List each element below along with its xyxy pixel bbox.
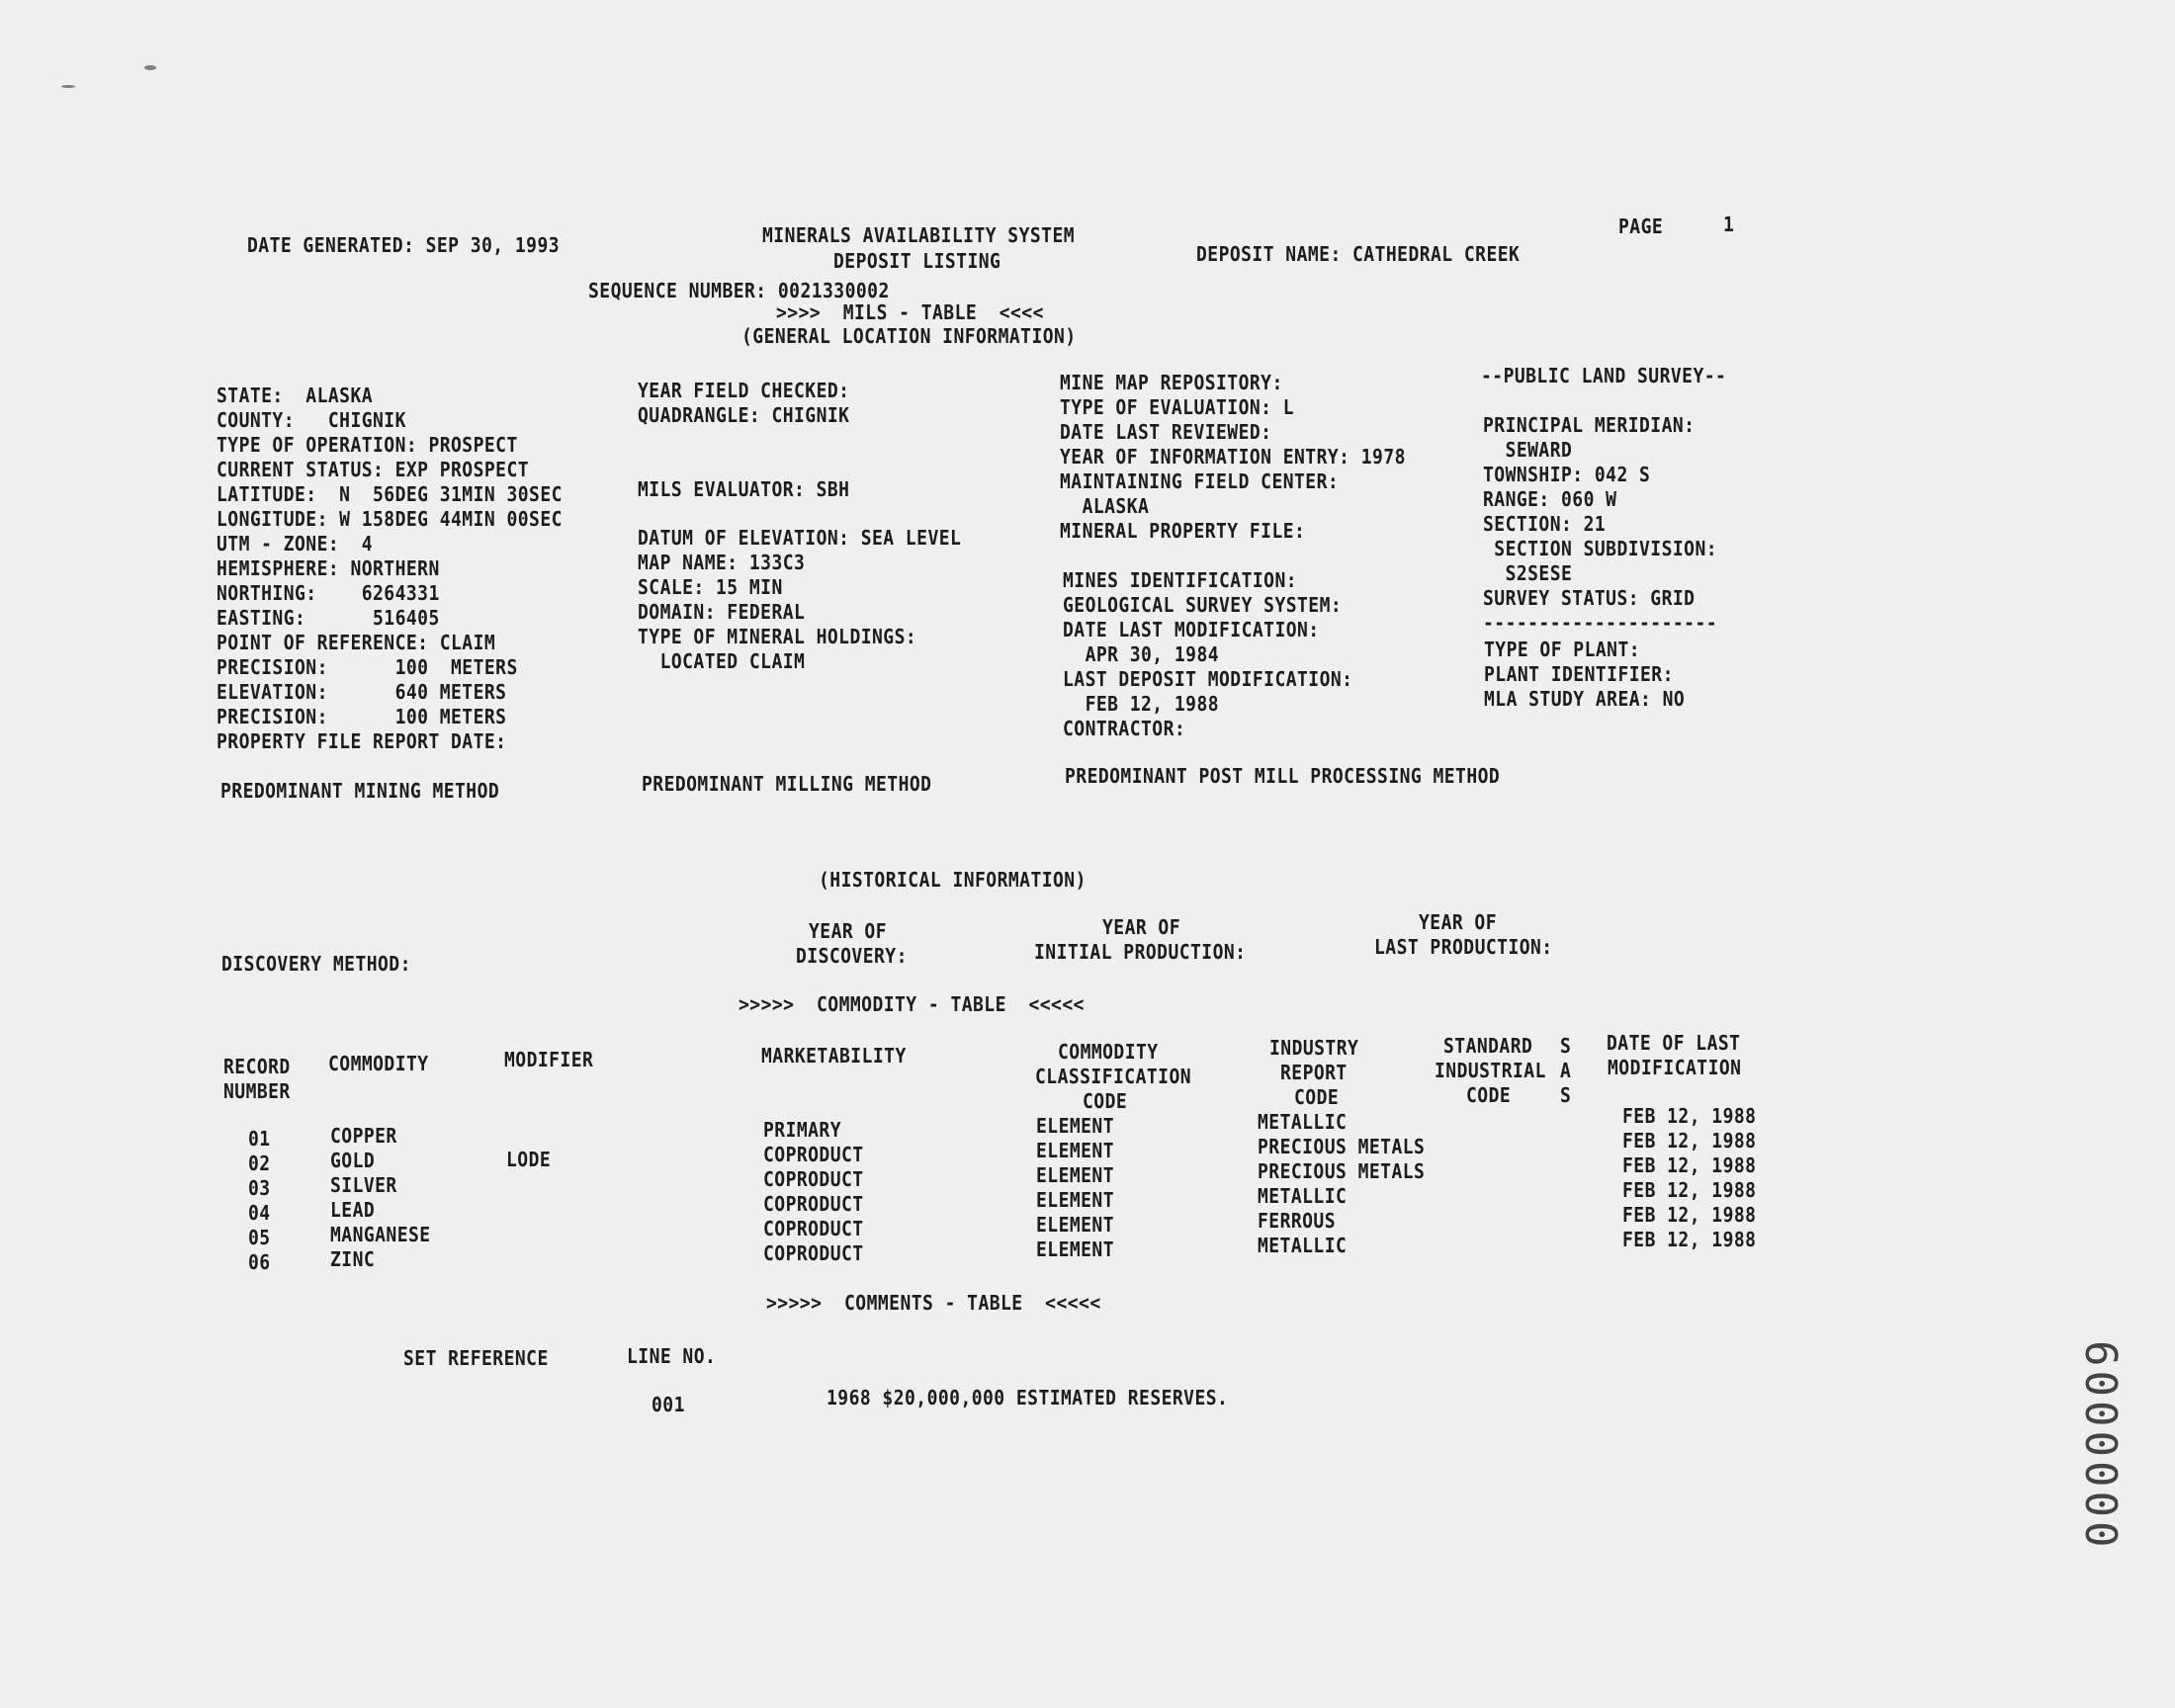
table-cell: COPRODUCT [763, 1241, 864, 1265]
table-cell: GOLD [330, 1149, 376, 1172]
field-line: STATE: ALASKA [217, 384, 374, 407]
header-sas-1: S [1560, 1034, 1572, 1058]
year-of-last: YEAR OF [1419, 910, 1498, 934]
table-cell: ELEMENT [1036, 1163, 1115, 1187]
header-standard-2: INDUSTRIAL [1435, 1059, 1546, 1082]
commodity-names [330, 1124, 442, 1272]
table-cell: ELEMENT [1036, 1114, 1115, 1138]
header-sas-2: A [1560, 1059, 1572, 1082]
year-of-discovery: YEAR OF [809, 919, 888, 943]
milling-method: PREDOMINANT MILLING METHOD [642, 772, 932, 796]
header-date-2: MODIFICATION [1608, 1056, 1742, 1079]
field-line: LATITUDE: N 56DEG 31MIN 30SEC [217, 482, 563, 506]
mils-table-title: >>>> MILS - TABLE <<<< [776, 300, 1044, 324]
location-column-3b [1063, 568, 1385, 741]
field-line: DOMAIN: FEDERAL [638, 600, 806, 624]
field-line: UTM - ZONE: 4 [217, 532, 374, 555]
field-line: PRECISION: 100 METERS [217, 705, 507, 728]
field-line: FEB 12, 1988 [1063, 692, 1220, 716]
field-line: PRECISION: 100 METERS [217, 655, 518, 679]
field-line: MAP NAME: 133C3 [638, 551, 806, 574]
table-cell: 02 [248, 1152, 271, 1175]
field-line: --------------------- [1483, 611, 1718, 635]
line-no: LINE NO. [627, 1344, 717, 1368]
header-standard-1: STANDARD [1443, 1034, 1533, 1058]
table-cell: FEB 12, 1988 [1622, 1178, 1757, 1202]
location-column-3a [1060, 371, 1444, 544]
field-line: TYPE OF PLANT: [1484, 638, 1641, 661]
field-line: MLA STUDY AREA: NO [1484, 687, 1686, 711]
field-line: APR 30, 1984 [1063, 642, 1220, 666]
field-line: RANGE: 060 W [1483, 487, 1617, 511]
header-number: NUMBER [223, 1079, 291, 1103]
marketability-column [763, 1118, 875, 1266]
field-line: TYPE OF OPERATION: PROSPECT [217, 433, 518, 457]
table-cell: COPRODUCT [763, 1192, 864, 1216]
table-cell: 01 [248, 1127, 271, 1151]
modifier-lode: LODE [506, 1148, 552, 1171]
comments-table-title: >>>>> COMMENTS - TABLE <<<<< [766, 1291, 1101, 1315]
page-stamp: 6000000 [2075, 1340, 2126, 1552]
date-column [1622, 1104, 1772, 1252]
date-generated: DATE GENERATED: SEP 30, 1993 [247, 233, 561, 257]
table-cell: METALLIC [1258, 1184, 1348, 1208]
field-line: POINT OF REFERENCE: CLAIM [217, 631, 496, 654]
post-mill-method: PREDOMINANT POST MILL PROCESSING METHOD [1065, 764, 1501, 788]
comment-text: 1968 $20,000,000 ESTIMATED RESERVES. [826, 1386, 1229, 1409]
header-modifier: MODIFIER [504, 1048, 594, 1071]
table-cell: FEB 12, 1988 [1622, 1203, 1757, 1227]
header-standard-3: CODE [1466, 1083, 1512, 1107]
field-line: COUNTY: CHIGNIK [217, 408, 406, 432]
table-cell: FEB 12, 1988 [1622, 1228, 1757, 1251]
field-line: ELEVATION: 640 METERS [217, 680, 507, 704]
table-cell: COPPER [330, 1124, 397, 1148]
header-class-1: COMMODITY [1058, 1040, 1159, 1064]
mining-method: PREDOMINANT MINING METHOD [220, 779, 500, 803]
header-industry-1: INDUSTRY [1269, 1036, 1359, 1060]
table-cell: 04 [248, 1201, 271, 1225]
header-industry-2: REPORT [1280, 1061, 1348, 1084]
year-of-initial-label: INITIAL PRODUCTION: [1034, 940, 1247, 964]
field-line: EASTING: 516405 [217, 606, 440, 630]
table-cell: FEB 12, 1988 [1622, 1153, 1757, 1177]
table-cell: COPRODUCT [763, 1217, 864, 1240]
table-cell: ELEMENT [1036, 1188, 1115, 1212]
field-line: GEOLOGICAL SURVEY SYSTEM: [1063, 593, 1343, 617]
field-line: SCALE: 15 MIN [638, 575, 783, 599]
field-line: S2SESE [1483, 561, 1573, 585]
field-line: --PUBLIC LAND SURVEY-- [1481, 364, 1727, 387]
field-line: NORTHING: 6264331 [217, 581, 440, 605]
table-cell: COPRODUCT [763, 1167, 864, 1191]
table-cell: METALLIC [1258, 1234, 1348, 1257]
table-cell: PRECIOUS METALS [1258, 1159, 1426, 1183]
table-cell: COPRODUCT [763, 1143, 864, 1166]
table-cell: MANGANESE [330, 1223, 431, 1246]
commodity-table-title: >>>>> COMMODITY - TABLE <<<<< [739, 992, 1085, 1016]
table-cell: SILVER [330, 1173, 397, 1197]
field-line: TYPE OF MINERAL HOLDINGS: [638, 625, 917, 648]
header-record: RECORD [223, 1055, 291, 1078]
field-line: LOCATED CLAIM [638, 649, 806, 673]
comment-line-number: 001 [652, 1393, 685, 1416]
page-label: PAGE [1618, 214, 1664, 238]
location-column-2a [638, 379, 873, 428]
sequence-number: SEQUENCE NUMBER: 0021330002 [588, 279, 890, 302]
scan-smudge [144, 65, 156, 70]
industry-column [1258, 1110, 1443, 1258]
field-line: CURRENT STATUS: EXP PROSPECT [217, 458, 530, 481]
discovery-method: DISCOVERY METHOD: [221, 952, 411, 976]
deposit-name: DEPOSIT NAME: CATHEDRAL CREEK [1196, 242, 1521, 266]
land-survey-fields [1483, 413, 1743, 636]
field-line: ALASKA [1060, 494, 1150, 518]
field-line: SURVEY STATUS: GRID [1483, 586, 1696, 610]
field-line: LAST DEPOSIT MODIFICATION: [1063, 667, 1353, 691]
system-title: MINERALS AVAILABILITY SYSTEM [762, 223, 1076, 247]
field-line: PLANT IDENTIFIER: [1484, 662, 1674, 686]
field-line: PRINCIPAL MERIDIAN: [1483, 413, 1696, 437]
table-cell: LEAD [330, 1198, 376, 1222]
header-industry-3: CODE [1294, 1085, 1340, 1109]
table-cell: FEB 12, 1988 [1622, 1129, 1757, 1153]
field-line: QUADRANGLE: CHIGNIK [638, 403, 850, 427]
field-line: LONGITUDE: W 158DEG 44MIN 00SEC [217, 507, 563, 531]
field-line: PROPERTY FILE REPORT DATE: [217, 729, 507, 753]
field-line: MINE MAP REPOSITORY: [1060, 371, 1283, 394]
field-line: MINERAL PROPERTY FILE: [1060, 519, 1306, 543]
field-line: MILS EVALUATOR: SBH [638, 477, 850, 501]
year-of-discovery-label: DISCOVERY: [796, 944, 908, 968]
header-class-2: CLASSIFICATION [1035, 1065, 1192, 1088]
table-cell: ELEMENT [1036, 1139, 1115, 1162]
field-line: YEAR OF INFORMATION ENTRY: 1978 [1060, 445, 1406, 469]
listing-title: DEPOSIT LISTING [833, 249, 1001, 273]
location-column-2b [638, 477, 873, 502]
header-date-1: DATE OF LAST [1607, 1031, 1741, 1055]
field-line: HEMISPHERE: NORTHERN [217, 556, 440, 580]
field-line: SECTION SUBDIVISION: [1483, 537, 1718, 560]
set-reference: SET REFERENCE [403, 1346, 549, 1370]
header-commodity: COMMODITY [328, 1052, 429, 1075]
field-line: CONTRACTOR: [1063, 717, 1186, 740]
field-line: TOWNSHIP: 042 S [1483, 463, 1651, 486]
table-cell: ELEMENT [1036, 1238, 1115, 1261]
field-line: TYPE OF EVALUATION: L [1060, 395, 1295, 419]
field-line: MINES IDENTIFICATION: [1063, 568, 1298, 592]
table-cell: PRECIOUS METALS [1258, 1135, 1426, 1158]
record-numbers [248, 1127, 273, 1275]
field-line: DATUM OF ELEVATION: SEA LEVEL [638, 526, 962, 550]
year-of-last-label: LAST PRODUCTION: [1374, 935, 1553, 959]
classification-column [1036, 1114, 1123, 1262]
header-marketability: MARKETABILITY [761, 1044, 907, 1068]
field-line: SEWARD [1483, 438, 1573, 462]
table-cell: 06 [248, 1250, 271, 1274]
table-cell: FEB 12, 1988 [1622, 1104, 1757, 1128]
page-number: 1 [1723, 213, 1735, 236]
table-cell: 05 [248, 1226, 271, 1249]
field-line: YEAR FIELD CHECKED: [638, 379, 850, 402]
plant-fields [1484, 638, 1707, 712]
table-cell: METALLIC [1258, 1110, 1348, 1134]
table-cell: 03 [248, 1176, 271, 1200]
field-line: MAINTAINING FIELD CENTER: [1060, 470, 1340, 493]
location-column-2c [638, 526, 998, 674]
location-column-1 [217, 384, 601, 754]
header-sas-3: S [1560, 1083, 1572, 1107]
table-cell: PRIMARY [763, 1118, 842, 1142]
year-of-initial: YEAR OF [1102, 915, 1181, 939]
field-line: DATE LAST REVIEWED: [1060, 420, 1272, 444]
field-line: SECTION: 21 [1483, 512, 1607, 536]
table-cell: FERROUS [1258, 1209, 1337, 1233]
historical-title: (HISTORICAL INFORMATION) [819, 868, 1087, 892]
header-class-3: CODE [1083, 1089, 1128, 1113]
land-survey-header [1481, 364, 1754, 388]
general-location-title: (GENERAL LOCATION INFORMATION) [741, 324, 1077, 348]
table-cell: ELEMENT [1036, 1213, 1115, 1237]
table-cell: ZINC [330, 1247, 376, 1271]
field-line: DATE LAST MODIFICATION: [1063, 618, 1320, 641]
scan-smudge [61, 85, 75, 88]
